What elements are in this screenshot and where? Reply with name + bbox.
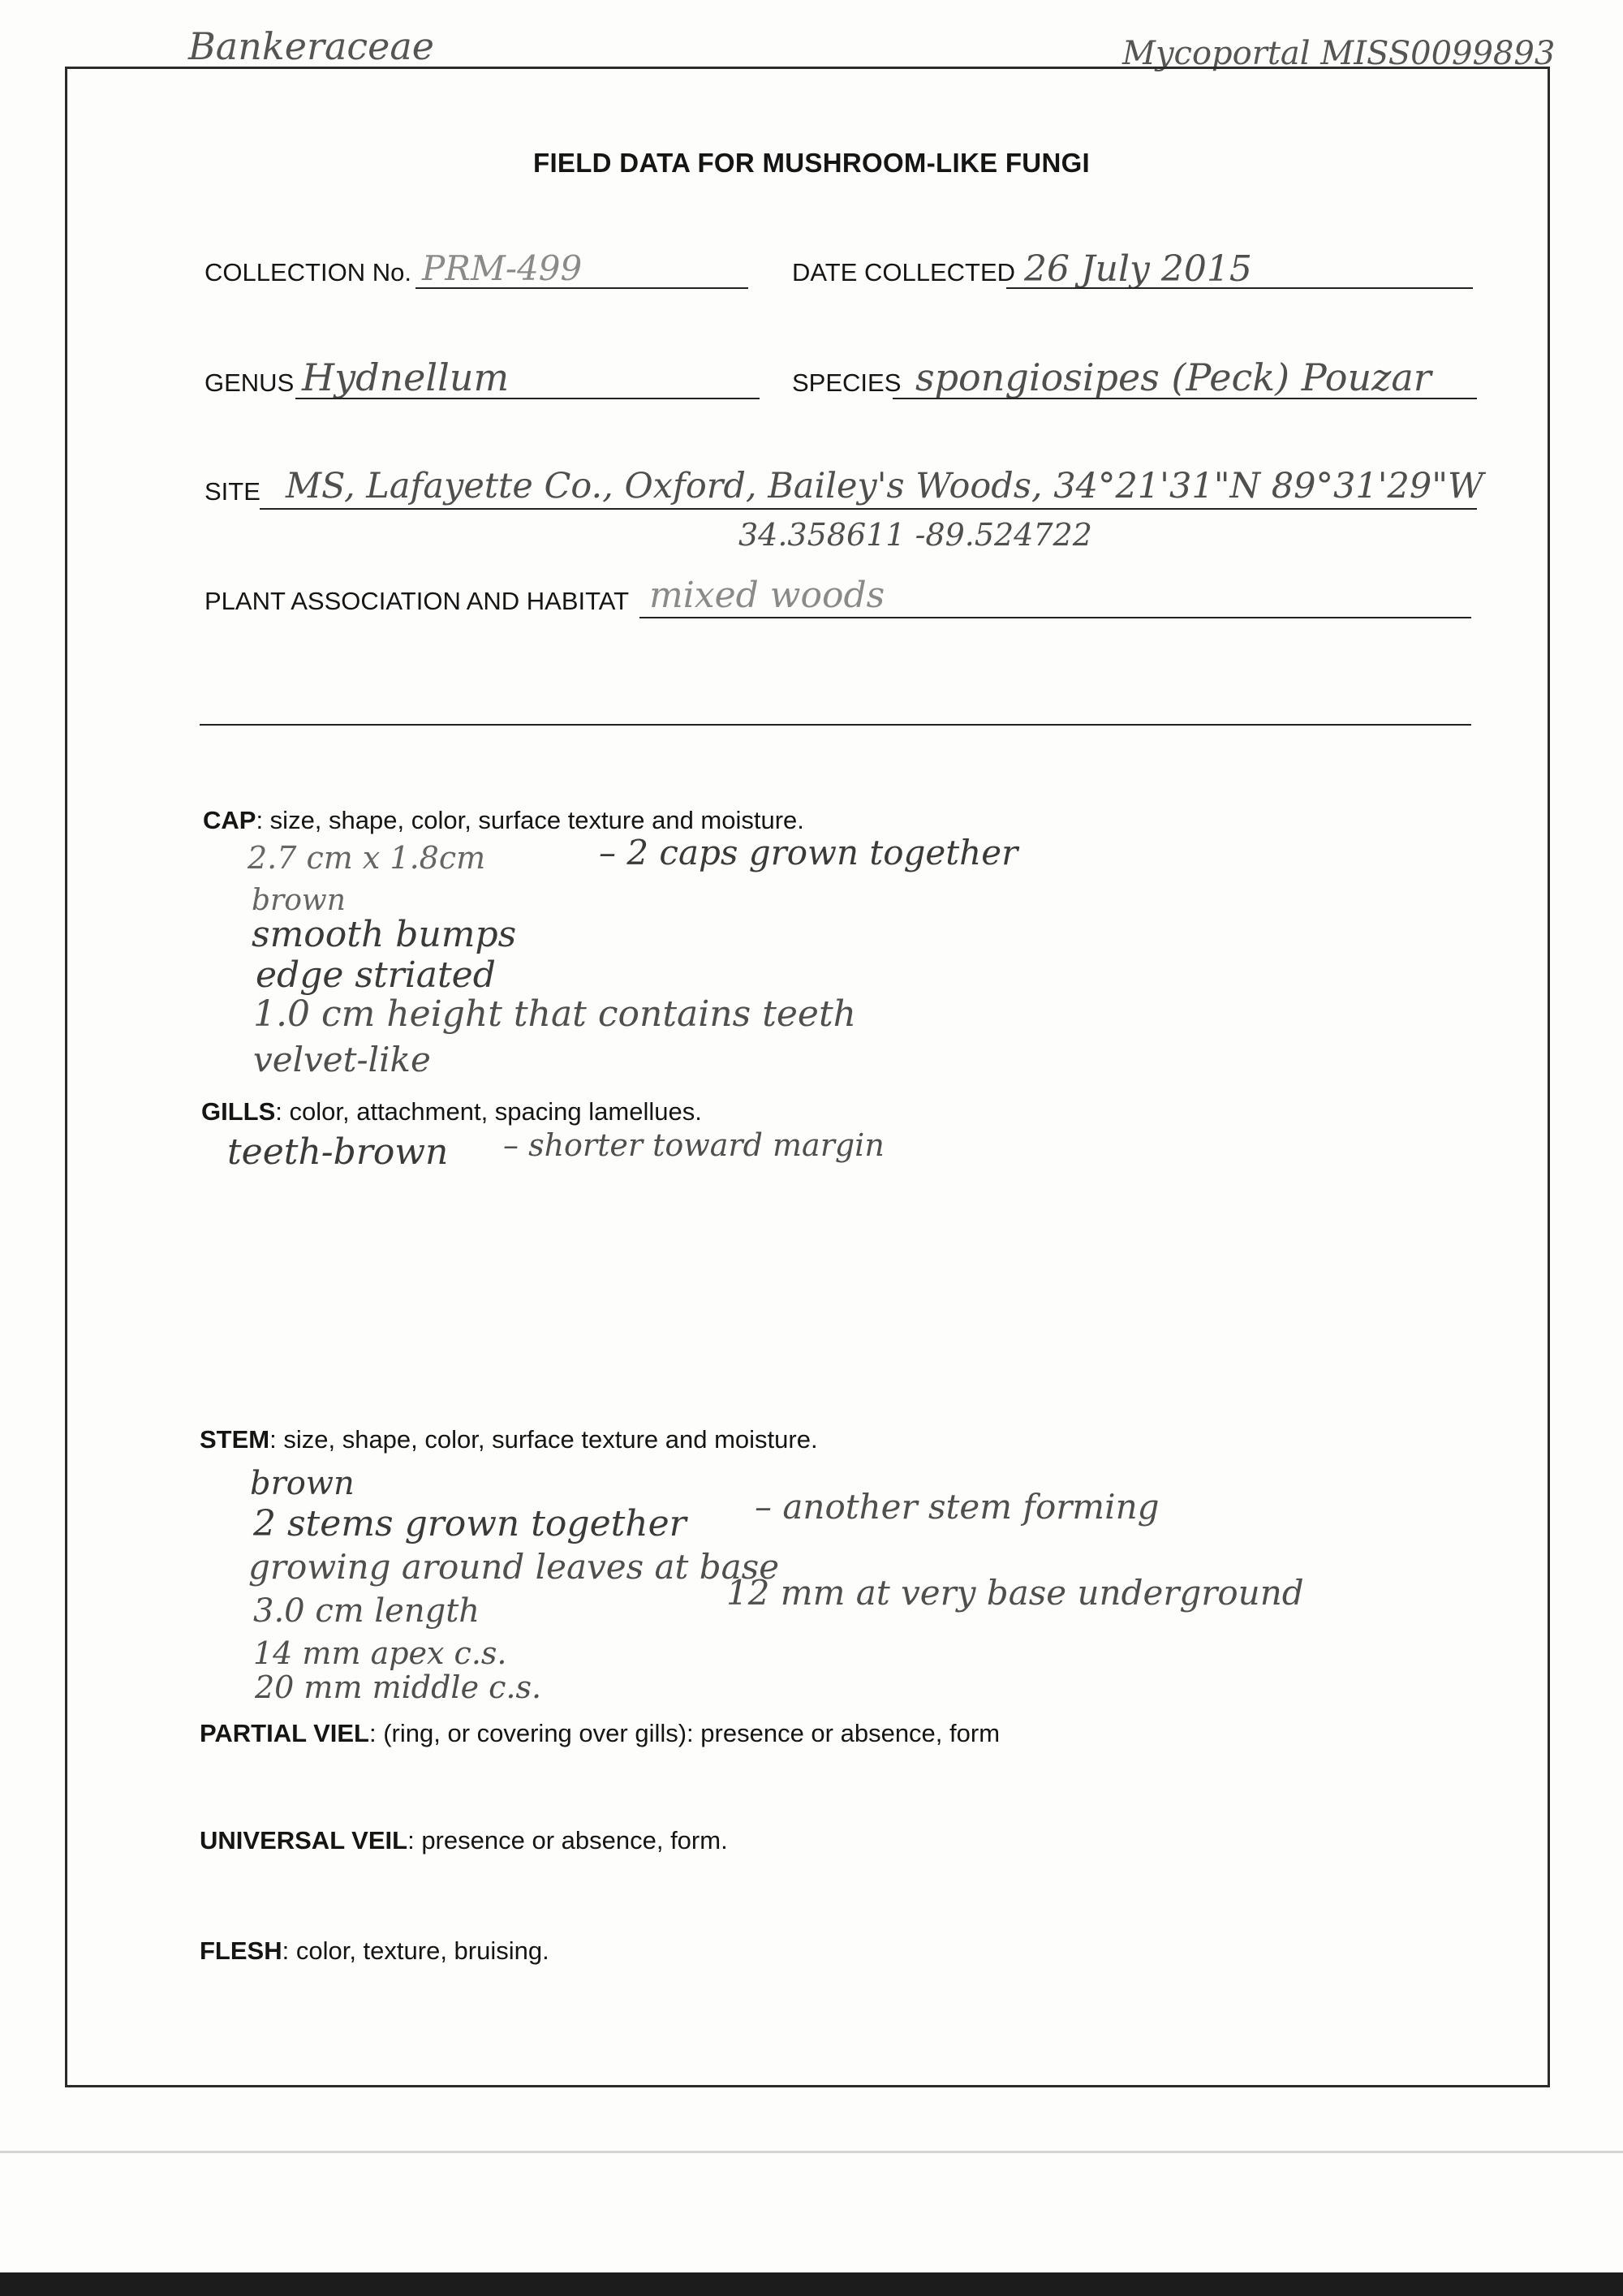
cap-edge-note: edge striated [256, 954, 496, 996]
stem-color-note: brown [250, 1465, 355, 1502]
genus-label: GENUS [204, 368, 295, 397]
family-annotation: Bankeraceae [188, 24, 434, 68]
site-label: SITE [204, 477, 260, 506]
stem-leaves-note: growing around leaves at base [248, 1547, 780, 1587]
habitat-value: mixed woods [649, 575, 885, 616]
collection-no-value: PRM-499 [422, 248, 583, 288]
genus-value: Hydnellum [302, 355, 510, 399]
scan-edge [0, 2272, 1623, 2296]
habitat-line [639, 617, 1471, 618]
cap-height-note: 1.0 cm height that contains teeth [253, 993, 856, 1035]
cap-heading: CAP [203, 806, 256, 834]
scan-fold-line [0, 2151, 1623, 2153]
species-label: SPECIES [792, 368, 902, 397]
stem-middle-note: 20 mm middle c.s. [255, 1669, 542, 1705]
cap-prompt: : size, shape, color, surface texture and moisture. [256, 806, 804, 834]
species-line [893, 398, 1477, 399]
catalog-number-annotation: Mycoportal MISS0099893 [1122, 35, 1556, 72]
gills-section-label [201, 1099, 702, 1124]
stem-section-label [200, 1427, 818, 1452]
stem-growth-note: 2 stems grown together [253, 1503, 687, 1544]
stem-forming-note: – another stem forming [755, 1487, 1160, 1527]
partial-veil-prompt: : (ring, or covering over gills): presence or absence, form [368, 1719, 1001, 1747]
stem-heading: STEM [200, 1425, 270, 1454]
universal-veil-heading: UNIVERSAL VEIL [200, 1826, 408, 1854]
cap-color-note: brown [252, 884, 346, 917]
genus-line [295, 398, 760, 399]
cap-texture-note: smooth bumps [252, 914, 517, 955]
site-line [260, 508, 1477, 510]
cap-size-note: 2.7 cm x 1.8cm [248, 840, 486, 876]
form-title: FIELD DATA FOR MUSHROOM-LIKE FUNGI [532, 148, 1091, 178]
stem-prompt: : size, shape, color, surface texture and moisture. [269, 1425, 818, 1454]
gills-teeth-note: teeth-brown [227, 1131, 449, 1173]
date-collected-label: DATE COLLECTED [792, 258, 1016, 286]
date-collected-line [1006, 287, 1473, 289]
collection-no-label: COLLECTION No. [204, 258, 411, 286]
stem-apex-note: 14 mm apex c.s. [253, 1635, 507, 1671]
cap-surface-note: velvet-like [253, 1040, 431, 1079]
site-decimal-coordinates: 34.358611 -89.524722 [738, 517, 1092, 553]
species-value: spongiosipes (Peck) Pouzar [915, 355, 1431, 399]
cap-growth-note: – 2 caps grown together [599, 833, 1018, 872]
flesh-prompt: : color, texture, bruising. [282, 1936, 549, 1965]
flesh-section-label [200, 1938, 549, 1963]
stem-base-note: 12 mm at very base underground [726, 1573, 1304, 1613]
gills-remark-note: – shorter toward margin [503, 1127, 885, 1163]
partial-veil-section-label [200, 1721, 1000, 1746]
cap-section-label [203, 808, 804, 833]
flesh-heading: FLESH [200, 1936, 282, 1965]
partial-veil-heading: PARTIAL VIEL [200, 1719, 369, 1747]
gills-heading: GILLS [201, 1097, 276, 1126]
universal-veil-prompt: : presence or absence, form. [407, 1826, 728, 1854]
habitat-label: PLANT ASSOCIATION AND HABITAT [204, 587, 630, 615]
stem-length-note: 3.0 cm length [253, 1592, 480, 1630]
site-value: MS, Lafayette Co., Oxford, Bailey's Woods, 34°21'31"N 89°31'29"W [286, 466, 1484, 506]
collection-no-line [415, 287, 748, 289]
date-collected-value: 26 July 2015 [1024, 248, 1252, 290]
gills-prompt: : color, attachment, spacing lamellues. [275, 1097, 702, 1126]
habitat-line-2 [200, 724, 1471, 726]
universal-veil-section-label [200, 1828, 728, 1853]
